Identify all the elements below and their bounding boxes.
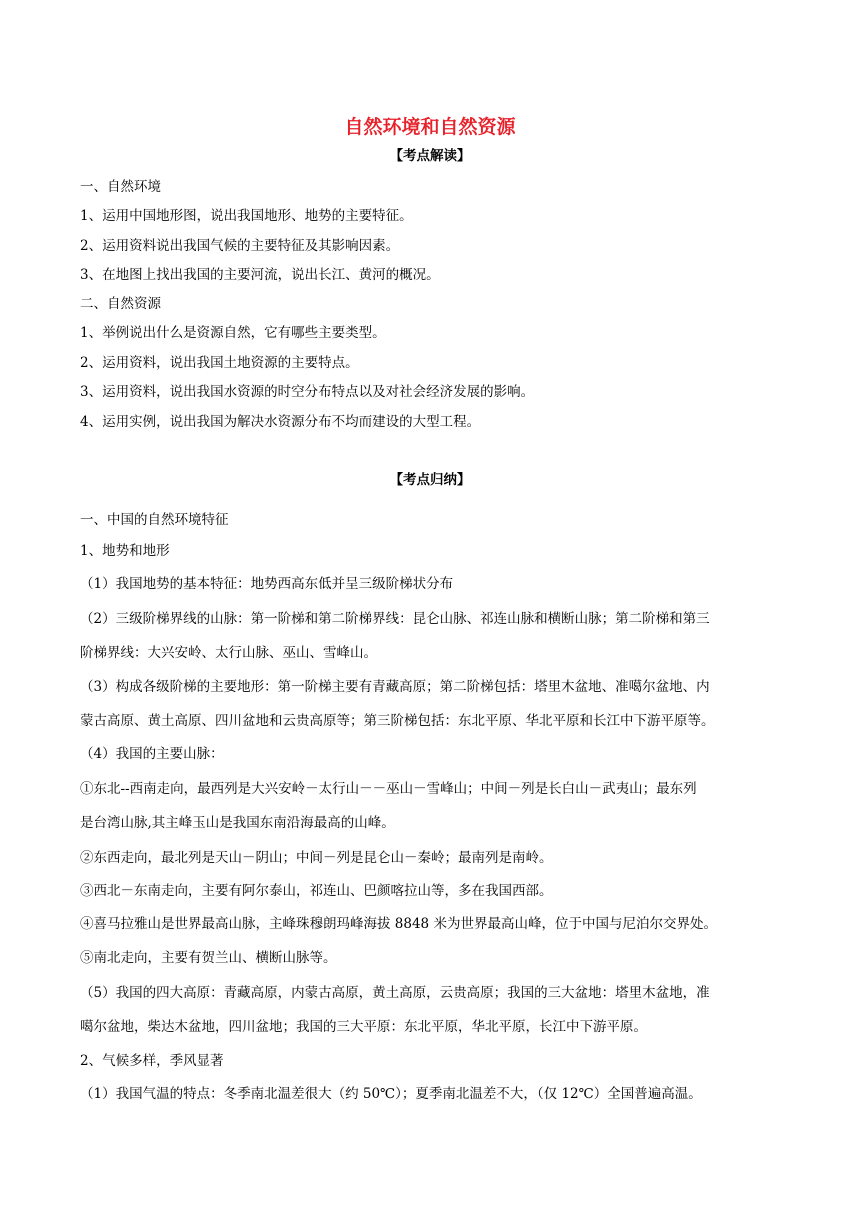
list-item: 1、举例说出什么是资源自然，它有哪些主要类型。: [80, 325, 386, 341]
paragraph: 噶尔盆地，柴达木盆地，四川盆地；我国的三大平原：东北平原，华北平原，长江中下游平原。: [80, 1019, 647, 1035]
subsection-title: 1、地势和地形: [80, 543, 170, 559]
paragraph: 蒙古高原、黄土高原、四川盆地和云贵高原等；第三阶梯包括：东北平原、华北平原和长江中下游平原等。: [80, 713, 715, 729]
paragraph: ⑤南北走向，主要有贺兰山、横断山脉等。: [80, 950, 337, 966]
paragraph: ④喜马拉雅山是世界最高山脉，主峰珠穆朗玛峰海拔 8848 米为世界最高山峰，位于中国与尼泊尔交界处。: [80, 916, 717, 932]
paragraph: ③西北－东南走向，主要有阿尔泰山，祁连山、巴颜喀拉山等，多在我国西部。: [80, 883, 553, 899]
list-item: 1、运用中国地形图，说出我国地形、地势的主要特征。: [80, 208, 413, 224]
paragraph: 是台湾山脉,其主峰玉山是我国东南沿海最高的山峰。: [80, 815, 395, 831]
paragraph: （3）构成各级阶梯的主要地形：第一阶梯主要有青藏高原；第二阶梯包括：塔里木盆地、准噶尔盆地、内: [80, 679, 710, 695]
list-item: 2、运用资料说出我国气候的主要特征及其影响因素。: [80, 238, 400, 254]
list-item: 4、运用实例，说出我国为解决水资源分布不均而建设的大型工程。: [80, 414, 481, 430]
section-heading-summary: 【考点归纳】: [389, 472, 471, 488]
paragraph: （5）我国的四大高原：青藏高原，内蒙古高原，黄土高原，云贵高原；我国的三大盆地：塔里木盆地，准: [80, 985, 710, 1001]
list-item: 3、在地图上找出我国的主要河流，说出长江、黄河的概况。: [80, 267, 440, 283]
paragraph: ①东北--西南走向，最西列是大兴安岭－太行山－－巫山－雪峰山；中间－列是长白山－武夷山；最东列: [80, 781, 697, 797]
paragraph: 阶梯界线：大兴安岭、太行山脉、巫山、雪峰山。: [80, 645, 377, 661]
part-title-natural-environment: 一、自然环境: [80, 179, 161, 195]
paragraph: （2）三级阶梯界线的山脉：第一阶梯和第二阶梯界线：昆仑山脉、祁连山脉和横断山脉；第二阶梯和第三: [80, 611, 710, 627]
paragraph: （1）我国气温的特点：冬季南北温差很大（约 50℃）；夏季南北温差不大，（仅 12℃）全国普遍高温。: [80, 1086, 702, 1102]
part-title-natural-resources: 二、自然资源: [80, 296, 161, 312]
list-item: 3、运用资料，说出我国水资源的时空分布特点以及对社会经济发展的影响。: [80, 384, 535, 400]
document-title: 自然环境和自然资源: [344, 116, 516, 138]
paragraph: ②东西走向，最北列是天山－阴山；中间－列是昆仑山－秦岭；最南列是南岭。: [80, 850, 553, 866]
paragraph: （4）我国的主要山脉：: [80, 746, 224, 762]
list-item: 2、运用资料，说出我国土地资源的主要特点。: [80, 355, 359, 371]
section-heading-exam-points: 【考点解读】: [389, 148, 471, 164]
section-title: 一、中国的自然环境特征: [80, 512, 229, 528]
subsection-title: 2、气候多样，季风显著: [80, 1053, 224, 1069]
paragraph: （1）我国地势的基本特征：地势西高东低并呈三级阶梯状分布: [80, 576, 454, 592]
